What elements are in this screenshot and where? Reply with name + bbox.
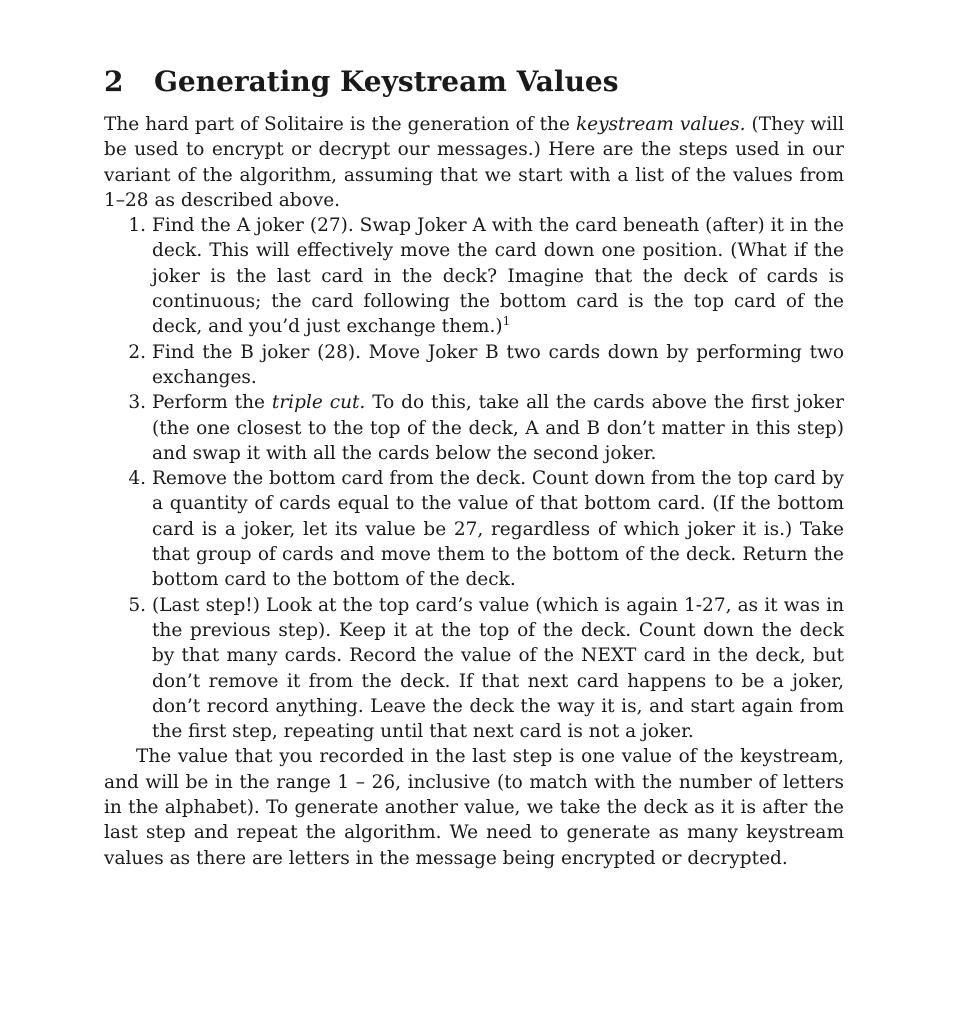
list-item-step-2: [104, 340, 844, 391]
intro-text-1: The hard part of Solitaire is the generation of the: [104, 114, 576, 135]
list-item-step-3: [104, 390, 844, 466]
list-item-step-4: [104, 466, 844, 592]
step-number: 5.: [128, 594, 146, 616]
document-page: [104, 64, 844, 871]
intro-paragraph: [104, 112, 844, 213]
step-3-pre: Perform the: [152, 392, 272, 414]
intro-emphasis: keystream values.: [575, 114, 746, 135]
section-number: 2: [104, 65, 124, 98]
list-item-step-5: [104, 593, 844, 745]
step-3-emphasis: triple cut.: [271, 392, 366, 414]
list-item-step-1: [104, 213, 844, 339]
closing-paragraph: The value that you recorded in the last step is one value of the keystream, and will be in the range 1 – 26, inclusive (to match with the number of letters in the alphabet). To generate another value, we take the deck as it is after the last step and repeat the algorithm. We need to generate as many keystream values as there are letters in the message being encrypted or decrypted.: [104, 746, 844, 869]
step-text: [152, 213, 844, 339]
footnote-marker[interactable]: 1: [502, 314, 511, 329]
step-number: 4.: [128, 468, 146, 490]
section-title: Generating Keystream Values: [154, 65, 619, 98]
step-3-text: To do this, take all the cards above the first joker (the one closest to the top of the deck, A and B don’t matter in this step) and swap it with all the cards below the second joker.: [152, 392, 845, 464]
step-text: [152, 390, 844, 466]
steps-list: [104, 213, 844, 744]
step-text: Remove the bottom card from the deck. Count down from the top card by a quantity of cards equal to the value of that bottom card. (If the bottom card is a joker, let its value be 27, regardless of which joker it is.) Take that group of cards and move them to the bottom of the deck. Return the bottom card to the bottom of the deck.: [152, 468, 844, 591]
step-number: 1.: [128, 215, 146, 237]
step-text: Find the B joker (28). Move Joker B two cards down by performing two exchanges.: [152, 341, 844, 388]
step-number: 2.: [128, 341, 146, 363]
step-1-text: Find the A joker (27). Swap Joker A with the card beneath (after) it in the deck. This will effectively move the card down one position. (What if the joker is the last card in the deck? Imagine that the deck of cards is continuous; the card following the bottom card is the top card of the deck, and you’d just exchange them.): [152, 215, 844, 338]
intro-text-2: (They will be used to encrypt or decrypt our messages.) Here are the steps used in our variant of the algorithm, assuming that we start with a list of the values from 1–28 as described above.: [104, 114, 845, 211]
step-number: 3.: [128, 392, 146, 414]
step-text: (Last step!) Look at the top card’s value (which is again 1-27, as it was in the previous step). Keep it at the top of the deck. Count down the deck by that many cards. Record the value of the NEXT card in the deck, but don’t remove it from the deck. If that next card happens to be a joker, don’t record anything. Leave the deck the way it is, and start again from the first step, repeating until that next card is not a joker.: [152, 594, 844, 743]
section-heading: [104, 64, 844, 100]
